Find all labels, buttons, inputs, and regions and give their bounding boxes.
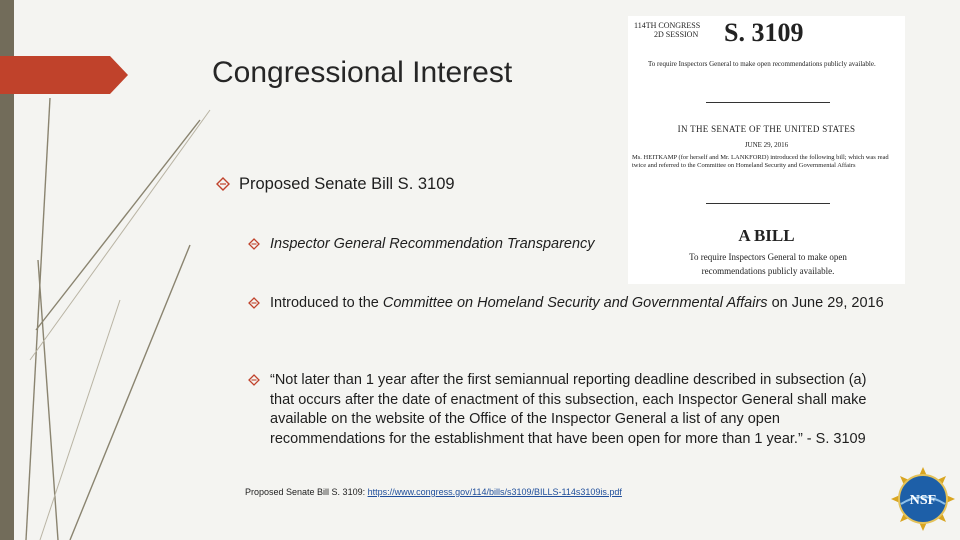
bill-chamber: IN THE SENATE OF THE UNITED STATES xyxy=(677,124,856,134)
bill-divider xyxy=(706,203,830,204)
bill-purpose-top: To require Inspectors General to make open recommendations publicly available. xyxy=(648,60,876,68)
bill-purpose: To require Inspectors General to make open recommendations publicly available. xyxy=(689,252,847,276)
source-link[interactable]: https://www.congress.gov/114/bills/s3109/BILLS-114s3109is.pdf xyxy=(367,487,622,497)
bill-document-image xyxy=(628,16,905,284)
sub-bullet-bill-title-text: Inspector General Recommendation Transparency xyxy=(270,236,595,252)
title-accent-arrow xyxy=(0,56,128,94)
sub-bullet-quote xyxy=(248,371,888,449)
bill-congress: 114TH CONGRESS xyxy=(634,21,701,30)
source-citation xyxy=(245,487,622,497)
sub-bullet-quote-text: “Not later than 1 year after the first semiannual reporting deadline described in subsection (a) that occurs after the date of enactment of this subsection, each Inspector General shall make available on the website of the Office of the Inspector General a list of any open recommendations for the establishment that have been open for more than 1 year.” - S. 3109 xyxy=(270,372,867,447)
diamond-bullet-icon xyxy=(248,374,260,386)
committee-name: Committee on Homeland Security and Governmental Affairs xyxy=(382,295,768,311)
source-label: Proposed Senate Bill S. 3109: xyxy=(245,487,368,497)
introduced-prefix: Introduced to the xyxy=(270,295,383,311)
bill-date: JUNE 29, 2016 xyxy=(744,141,789,149)
introduced-date: on June 29, 2016 xyxy=(767,295,884,311)
sub-bullet-introduced-text xyxy=(270,294,884,314)
diamond-bullet-icon xyxy=(216,177,230,191)
bill-intro-text: Ms. HEITKAMP (for herself and Mr. LANKFORD) introduced the following bill; which was read twice and referred to the Committee on Homeland Security and Governmental Affairs xyxy=(632,154,889,169)
sub-bullet-introduced xyxy=(248,294,888,314)
nsf-logo-text: NSF xyxy=(909,493,937,508)
diamond-bullet-icon xyxy=(248,238,260,250)
slide-title: Congressional Interest xyxy=(212,56,513,89)
sub-bullet-bill-title xyxy=(248,235,638,255)
bill-session: 2D SESSION xyxy=(654,30,699,39)
bill-congress-session xyxy=(634,21,700,39)
bill-divider xyxy=(706,102,830,103)
bullet-proposed-bill xyxy=(216,175,455,194)
diamond-bullet-icon xyxy=(248,297,260,309)
bill-number: S. 3109 xyxy=(724,18,804,47)
nsf-logo xyxy=(890,466,956,532)
bill-heading: A BILL xyxy=(738,226,795,245)
bullet-proposed-bill-text: Proposed Senate Bill S. 3109 xyxy=(239,175,455,193)
